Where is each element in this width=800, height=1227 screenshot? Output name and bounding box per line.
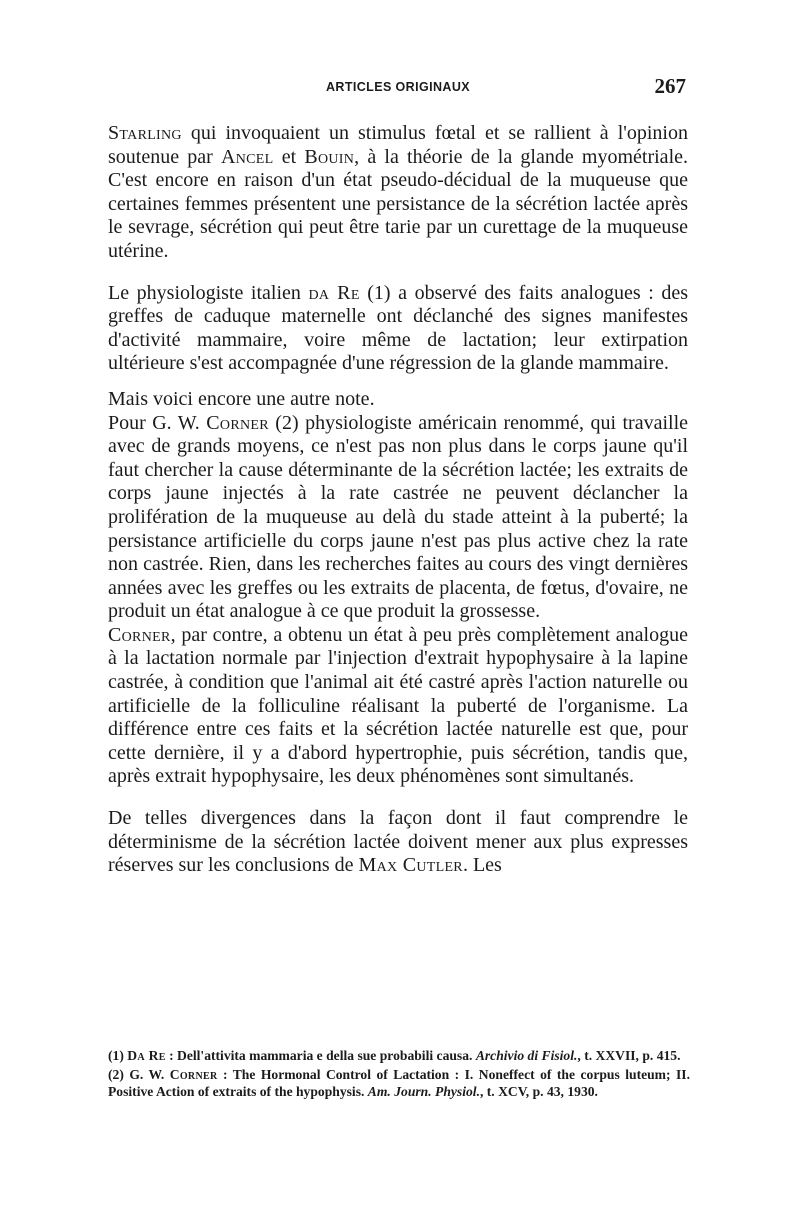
paragraph-text: De telles divergences dans la façon dont il faut comprendre le déterminisme de la sécrétion lactée doivent mener aux plus expresses réserves sur les conclusions de: [108, 807, 688, 877]
paragraph-text: , par contre, a obtenu un état à peu près complètement analogue à la lactation normale par l'injection d'extrait hypophysaire à la lapine castrée, à condition que l'animal ait été castré après l'action naturelle ou artificielle de la folliculine réalisant la puberté de l'organisme. La différence entre ces faits et la sécrétion lactée naturelle est que, pour cette dernière, il y a d'abord hypertrophie, puis sécrétion, tandis que, après extrait hypophysaire, les deux phénomènes sont simultanés.: [108, 623, 688, 788]
footnote-mark: (2) G. W.: [108, 1067, 170, 1083]
paragraph-text: Le physiologiste italien: [108, 281, 309, 304]
author-name: Corner: [108, 623, 171, 646]
footnote-text: : Dell'attivita mammaria e della sue probabili causa.: [165, 1048, 476, 1063]
author-name: Ancel: [221, 145, 274, 168]
author-name: Starling: [108, 122, 182, 144]
main-text: [108, 122, 688, 878]
paragraph-text: . Les: [462, 854, 502, 877]
paragraph-da-re: [108, 282, 688, 376]
running-title: ARTICLES ORIGINAUX: [325, 80, 470, 94]
paragraph-text: , à la théorie de la glande myométriale. C'est encore en raison d'un état pseudo-décidual de la muqueuse que certaines femmes présentent une persistance de la sécrétion lactée après le sevrage, sécrétion qui peut être tarie par un curettage de la muqueuse utérine.: [108, 145, 688, 262]
paragraph-text: qui invoquaient un stimulus fœtal et se rallient à l'opinion soutenue par: [108, 122, 688, 168]
paragraph-starling: [108, 122, 688, 264]
paragraph-text: (2) physiologiste américain renommé, qui travaille avec de grands moyens, ce n'est pas non plus dans le corps jaune qu'il faut chercher la cause déterminante de la sécrétion lactée; les extraits de corps jaune injectés à la rate castrée ne peuvent déclancher la prolifération de la muqueuse au delà du stade atteint à la puberté; la persistance artificielle du corps jaune n'est pas plus active chez la rate non castrée. Rien, dans les recherches faites au cours des vingt dernières années avec les greffes ou les extraits de placenta, de fœtus, d'ovaire, ne produit un état analogue à ce que produit la grossesse.: [108, 411, 688, 623]
paragraph-text: et: [273, 145, 305, 168]
author-name: Corner: [206, 411, 269, 434]
paragraph-divergences: [108, 807, 688, 878]
author-name: da Re: [308, 281, 360, 304]
paragraph-text: Pour G. W.: [108, 411, 207, 434]
paragraph-corner: [108, 412, 688, 624]
footnote-2: [108, 1067, 690, 1100]
page-number: 267: [654, 74, 686, 98]
paragraph-text: Mais voici encore une autre note.: [108, 387, 375, 410]
author-name: Bouin: [304, 145, 355, 168]
footnote-ref: , t. XCV, p. 43, 1930.: [479, 1083, 598, 1099]
paragraph-note: [108, 388, 688, 412]
footnote-text: : The Hormonal Control of Lactation : I. Noneffect of the corpus luteum; II. Positive Action of extraits of the hypophysis.: [108, 1067, 690, 1099]
footnote-journal: Am. Journ. Physiol.: [367, 1083, 480, 1099]
paragraph-text: (1) a observé des faits analogues : des greffes de caduque maternelle ont déclanché des signes manifestes d'activité mammaire, voire même de lactation; leur extirpation ultérieure s'est accompagnée d'une régression de la glande mammaire.: [108, 281, 688, 375]
footnote-author: Da Re: [127, 1048, 166, 1063]
footnote-journal: Archivio di Fisiol.: [475, 1048, 578, 1063]
running-header: [108, 74, 688, 102]
footnote-1: [108, 1048, 690, 1064]
footnote-ref: , t. XXVII, p. 415.: [577, 1048, 681, 1063]
footnote-mark: (1): [108, 1048, 128, 1063]
paragraph-corner-result: [108, 624, 688, 789]
footnotes: [108, 1048, 690, 1100]
footnote-author: Corner: [169, 1067, 218, 1083]
author-name: Max Cutler: [358, 854, 463, 877]
